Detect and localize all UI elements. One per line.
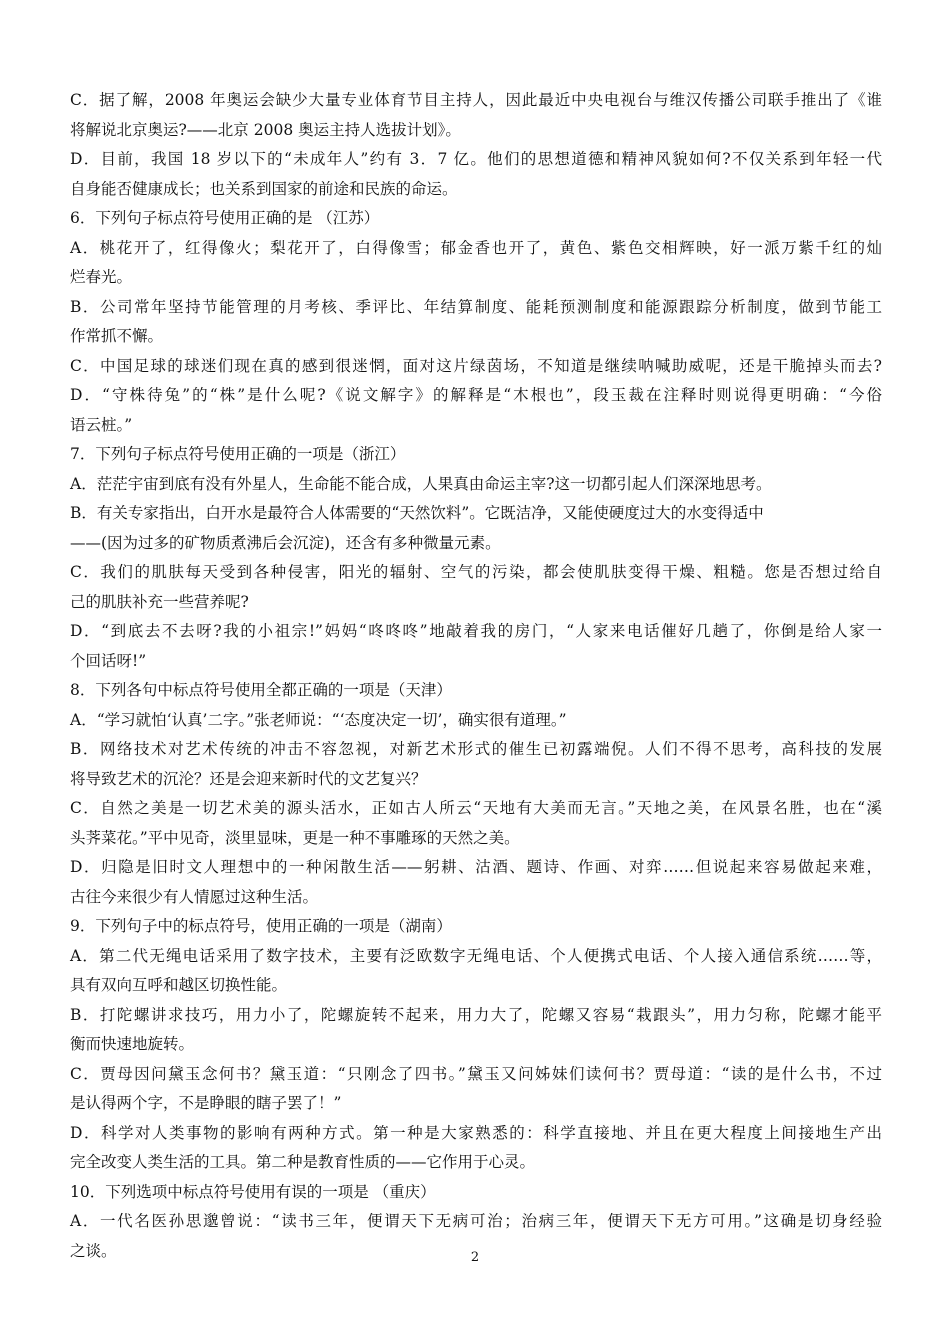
text-line: C．自然之美是一切艺术美的源头活水，正如古人所云“天地有大美而无言。”天地之美，在风景名胜，也在“溪 — [70, 799, 882, 817]
text-line: D．“到底去不去呀?我的小祖宗!”妈妈“咚咚咚”地敲着我的房门，“人家来电话催好几趟了，你倒是给人家一 — [70, 622, 882, 640]
text-line: 具有双向互呼和越区切换性能。 — [70, 976, 288, 994]
text-line: 自身能否健康成长；也关系到国家的前途和民族的命运。 — [70, 179, 458, 198]
text-line: D．“守株待兔”的“株”是什么呢?《说文解字》的解释是“木根也”，段玉裁在注释时则说得更明确：“今俗 — [70, 386, 882, 404]
text-line: B．有关专家指出，白开水是最符合人体需要的“天然饮料”。它既洁净，又能使硬度过大的水变得适中 — [70, 504, 764, 522]
text-line: ——(因为过多的矿物质煮沸后会沉淀)，还含有多种微量元素。 — [70, 533, 501, 552]
text-line: 是认得两个字，不是睁眼的瞎子罢了！” — [70, 1094, 342, 1112]
text-line: 8．下列各句中标点符号使用全都正确的一项是（天津） — [70, 681, 452, 699]
text-line: 将导致艺术的沉沦？还是会迎来新时代的文艺复兴？ — [70, 769, 427, 788]
text-line: 己的肌肤补充一些营养呢? — [70, 592, 249, 611]
text-line: B．网络技术对艺术传统的冲击不容忽视，对新艺术形式的催生已初露端倪。人们不得不思考，高科技的发展 — [70, 740, 882, 758]
text-line: 7．下列句子标点符号使用正确的一项是（浙江） — [70, 445, 406, 463]
text-line: 作常抓不懈。 — [70, 327, 164, 345]
text-line: 完全改变人类生活的工具。第二种是教育性质的——它作用于心灵。 — [70, 1153, 536, 1171]
text-line: A．第二代无绳电话采用了数字技术，主要有泛欧数字无绳电话、个人便携式电话、个人接入通信系统……等， — [70, 946, 882, 965]
text-line: 6．下列句子标点符号使用正确的是 （江苏） — [70, 209, 380, 227]
text-line: D．目前，我国 18 岁以下的“未成年人”约有 3．7 亿。他们的思想道德和精神风貌如何?不仅关系到年轻一代 — [70, 150, 882, 168]
text-line: A．一代名医孙思邈曾说：“读书三年，便谓天下无病可治；治病三年，便谓天下无方可用。”这确是切身经验 — [70, 1212, 882, 1230]
text-line: B．打陀螺讲求技巧，用力小了，陀螺旋转不起来，用力大了，陀螺又容易“栽跟头”，用力匀称，陀螺才能平 — [70, 1005, 882, 1024]
text-line: 个回话呀!” — [70, 651, 147, 670]
text-line: D．科学对人类事物的影响有两种方式。第一种是大家熟悉的：科学直接地、并且在更大程度上间接地生产出 — [70, 1123, 882, 1142]
text-line: 衡而快速地旋转。 — [70, 1035, 195, 1053]
text-line: A．茫茫宇宙到底有没有外星人，生命能不能合成，人果真由命运主宰?这一切都引起人们深深地思考。 — [70, 474, 772, 493]
text-line: D．归隐是旧时文人理想中的一种闲散生活——躬耕、沽酒、题诗、作画、对弈……但说起来容易做起来难， — [70, 858, 882, 876]
document-body — [70, 86, 882, 1266]
text-line: C．我们的肌肤每天受到各种侵害，阳光的辐射、空气的污染，都会使肌肤变得干燥、粗糙。您是否想过给自 — [70, 563, 882, 581]
text-line: 将解说北京奥运?——北京 2008 奥运主持人选拔计划》。 — [70, 120, 461, 139]
text-line: B．公司常年坚持节能管理的月考核、季评比、年结算制度、能耗预测制度和能源跟踪分析制度，做到节能工 — [70, 297, 882, 316]
text-line: 语云桩。” — [70, 415, 133, 434]
text-line: C．中国足球的球迷们现在真的感到很迷惘，面对这片绿茵场，不知道是继续呐喊助威呢，还是干脆掉头而去? — [70, 356, 882, 375]
text-line: A．桃花开了，红得像火；梨花开了，白得像雪；郁金香也开了，黄色、紫色交相辉映，好一派万紫千红的灿 — [70, 238, 882, 257]
text-line: 之谈。 — [70, 1241, 117, 1260]
text-line: 头荠菜花。”平中见奇，淡里显味，更是一种不事雕琢的天然之美。 — [70, 828, 520, 847]
text-line: C．据了解，2008 年奥运会缺少大量专业体育节目主持人，因此最近中央电视台与维汉传播公司联手推出了《谁 — [70, 91, 882, 109]
page-number: 2 — [470, 1250, 480, 1265]
text-line: 9．下列句子中的标点符号，使用正确的一项是（湖南） — [70, 917, 452, 935]
text-line: A．“学习就怕‘认真’二字。”张老师说：“‘态度决定一切’，确实很有道理。” — [70, 710, 567, 729]
text-line: 10．下列选项中标点符号使用有误的一项是 （重庆） — [70, 1182, 436, 1201]
text-line: 烂春光。 — [70, 268, 133, 286]
text-line: 古往今来很少有人情愿过这种生活。 — [70, 887, 319, 906]
text-line: C．贾母因问黛玉念何书？黛玉道：“只刚念了四书。”黛玉又问姊妹们读何书？贾母道：“读的是什么书，不过 — [70, 1064, 882, 1083]
